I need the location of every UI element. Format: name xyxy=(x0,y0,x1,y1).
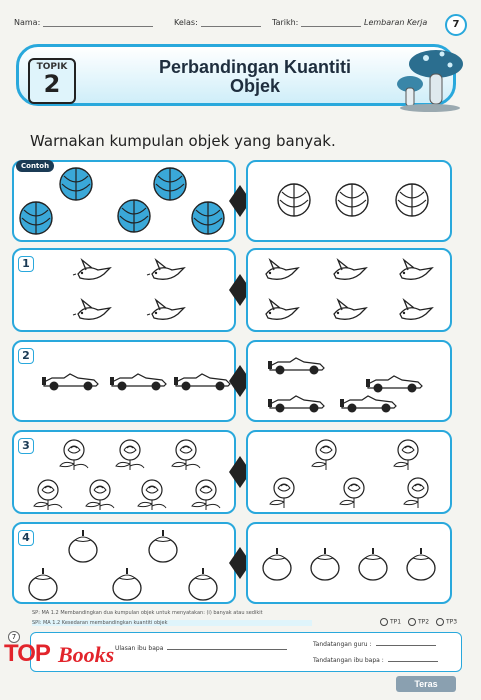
ball-icon xyxy=(334,182,370,218)
mangosteen-icon xyxy=(146,528,180,564)
bird-icon xyxy=(72,256,116,286)
bird-icon xyxy=(146,256,190,286)
date-field xyxy=(272,18,361,27)
mangosteen-icon xyxy=(404,546,438,582)
ball-icon xyxy=(276,182,312,218)
bird-icon xyxy=(328,296,372,326)
mangosteen-icon xyxy=(110,566,144,602)
teacher-signature-label: Tandatangan guru xyxy=(313,641,368,648)
class-field xyxy=(174,18,261,27)
topic-number: 2 xyxy=(43,70,61,98)
race-car-icon xyxy=(110,368,168,392)
mangosteen-icon xyxy=(308,546,342,582)
question-row-4 xyxy=(12,522,452,604)
mangosteen-icon xyxy=(66,528,100,564)
page-number: 7 xyxy=(8,631,20,643)
tp3-label: TP3 xyxy=(446,618,458,626)
topic-badge xyxy=(28,58,76,104)
example-row xyxy=(12,160,452,242)
ball-icon xyxy=(116,198,152,234)
bird-icon xyxy=(394,296,438,326)
tp2-label: TP2 xyxy=(418,618,430,626)
colon: : xyxy=(369,641,372,648)
class-label: Kelas: xyxy=(174,18,198,27)
race-car-icon xyxy=(42,368,100,392)
ball-icon xyxy=(394,182,430,218)
mangosteen-icon xyxy=(356,546,390,582)
ball-icon xyxy=(58,166,94,202)
bird-icon xyxy=(72,296,116,326)
bird-icon xyxy=(328,256,372,286)
question-row-3 xyxy=(12,430,452,514)
tp1-label: TP1 xyxy=(390,618,402,626)
race-car-icon xyxy=(366,370,424,394)
page-title xyxy=(120,58,390,96)
radio-circle-icon xyxy=(408,618,416,626)
radio-circle-icon xyxy=(436,618,444,626)
left-group-example[interactable] xyxy=(12,160,236,242)
rose-icon xyxy=(186,476,226,512)
tp2-option[interactable] xyxy=(408,618,429,626)
radio-circle-icon xyxy=(380,618,388,626)
question-number: 2 xyxy=(18,348,34,364)
mushroom-illustration-icon xyxy=(394,38,464,112)
race-car-icon xyxy=(268,390,326,414)
title-line-2: Objek xyxy=(229,76,281,96)
ball-icon xyxy=(190,200,226,236)
tp3-option[interactable] xyxy=(436,618,457,626)
question-number: 3 xyxy=(18,438,34,454)
race-car-icon xyxy=(174,368,232,392)
right-group-example[interactable] xyxy=(246,160,452,242)
logo-books-text: Books xyxy=(58,642,115,667)
teras-tag: Teras xyxy=(396,676,456,692)
ball-icon xyxy=(18,200,54,236)
right-group-2[interactable] xyxy=(246,340,452,422)
date-label: Tarikh: xyxy=(272,18,299,27)
bird-icon xyxy=(394,256,438,286)
left-group-3[interactable] xyxy=(12,430,236,514)
ball-icon xyxy=(152,166,188,202)
rose-icon xyxy=(398,474,438,510)
example-label: Contoh xyxy=(16,160,54,172)
parent-signature-field[interactable] xyxy=(313,657,438,664)
rose-icon xyxy=(54,436,94,472)
left-group-1[interactable] xyxy=(12,248,236,332)
question-number: 4 xyxy=(18,530,34,546)
worksheet-number-badge: 7 xyxy=(445,14,467,36)
topic-label: TOPIK xyxy=(36,62,68,72)
rose-icon xyxy=(132,476,172,512)
worksheet-header xyxy=(14,14,467,32)
name-label: Nama: xyxy=(14,18,41,27)
standard-note: SP: MA 1.2 Membandingkan dua kumpulan objek untuk menyatakan: (i) banyak atau sedikit xyxy=(32,610,263,616)
left-group-2[interactable] xyxy=(12,340,236,422)
colon: : xyxy=(381,657,384,664)
rose-icon xyxy=(80,476,120,512)
performance-note: SPI: MA 1.2 Kesedaran membandingkan kuantiti objek xyxy=(32,620,312,626)
question-number: 1 xyxy=(18,256,34,272)
right-group-3[interactable] xyxy=(246,430,452,514)
rose-icon xyxy=(334,474,374,510)
name-field xyxy=(14,18,153,27)
worksheet-label: Lembaran Kerja xyxy=(364,18,428,27)
rose-icon xyxy=(166,436,206,472)
question-row-1 xyxy=(12,248,452,332)
mangosteen-icon xyxy=(260,546,294,582)
instruction-text: Warnakan kumpulan objek yang banyak. xyxy=(30,132,336,150)
bird-icon xyxy=(260,256,304,286)
right-group-1[interactable] xyxy=(246,248,452,332)
parent-signature-label: Tandatangan ibu bapa xyxy=(313,657,380,664)
bird-icon xyxy=(260,296,304,326)
rose-icon xyxy=(306,436,346,472)
mangosteen-icon xyxy=(186,566,220,602)
teacher-signature-field[interactable] xyxy=(313,641,436,648)
question-row-2 xyxy=(12,340,452,422)
title-line-1: Perbandingan Kuantiti xyxy=(158,57,351,77)
rose-icon xyxy=(110,436,150,472)
parent-comment-label: Ulasan ibu bapa xyxy=(115,645,164,652)
tp1-option[interactable] xyxy=(380,618,401,626)
bird-icon xyxy=(146,296,190,326)
rose-icon xyxy=(264,474,304,510)
rose-icon xyxy=(28,476,68,512)
rose-icon xyxy=(388,436,428,472)
race-car-icon xyxy=(268,352,326,376)
topbooks-watermark-logo xyxy=(0,638,150,682)
logo-top-text: TOP xyxy=(4,640,50,667)
right-group-4[interactable] xyxy=(246,522,452,604)
mangosteen-icon xyxy=(26,566,60,602)
left-group-4[interactable] xyxy=(12,522,236,604)
